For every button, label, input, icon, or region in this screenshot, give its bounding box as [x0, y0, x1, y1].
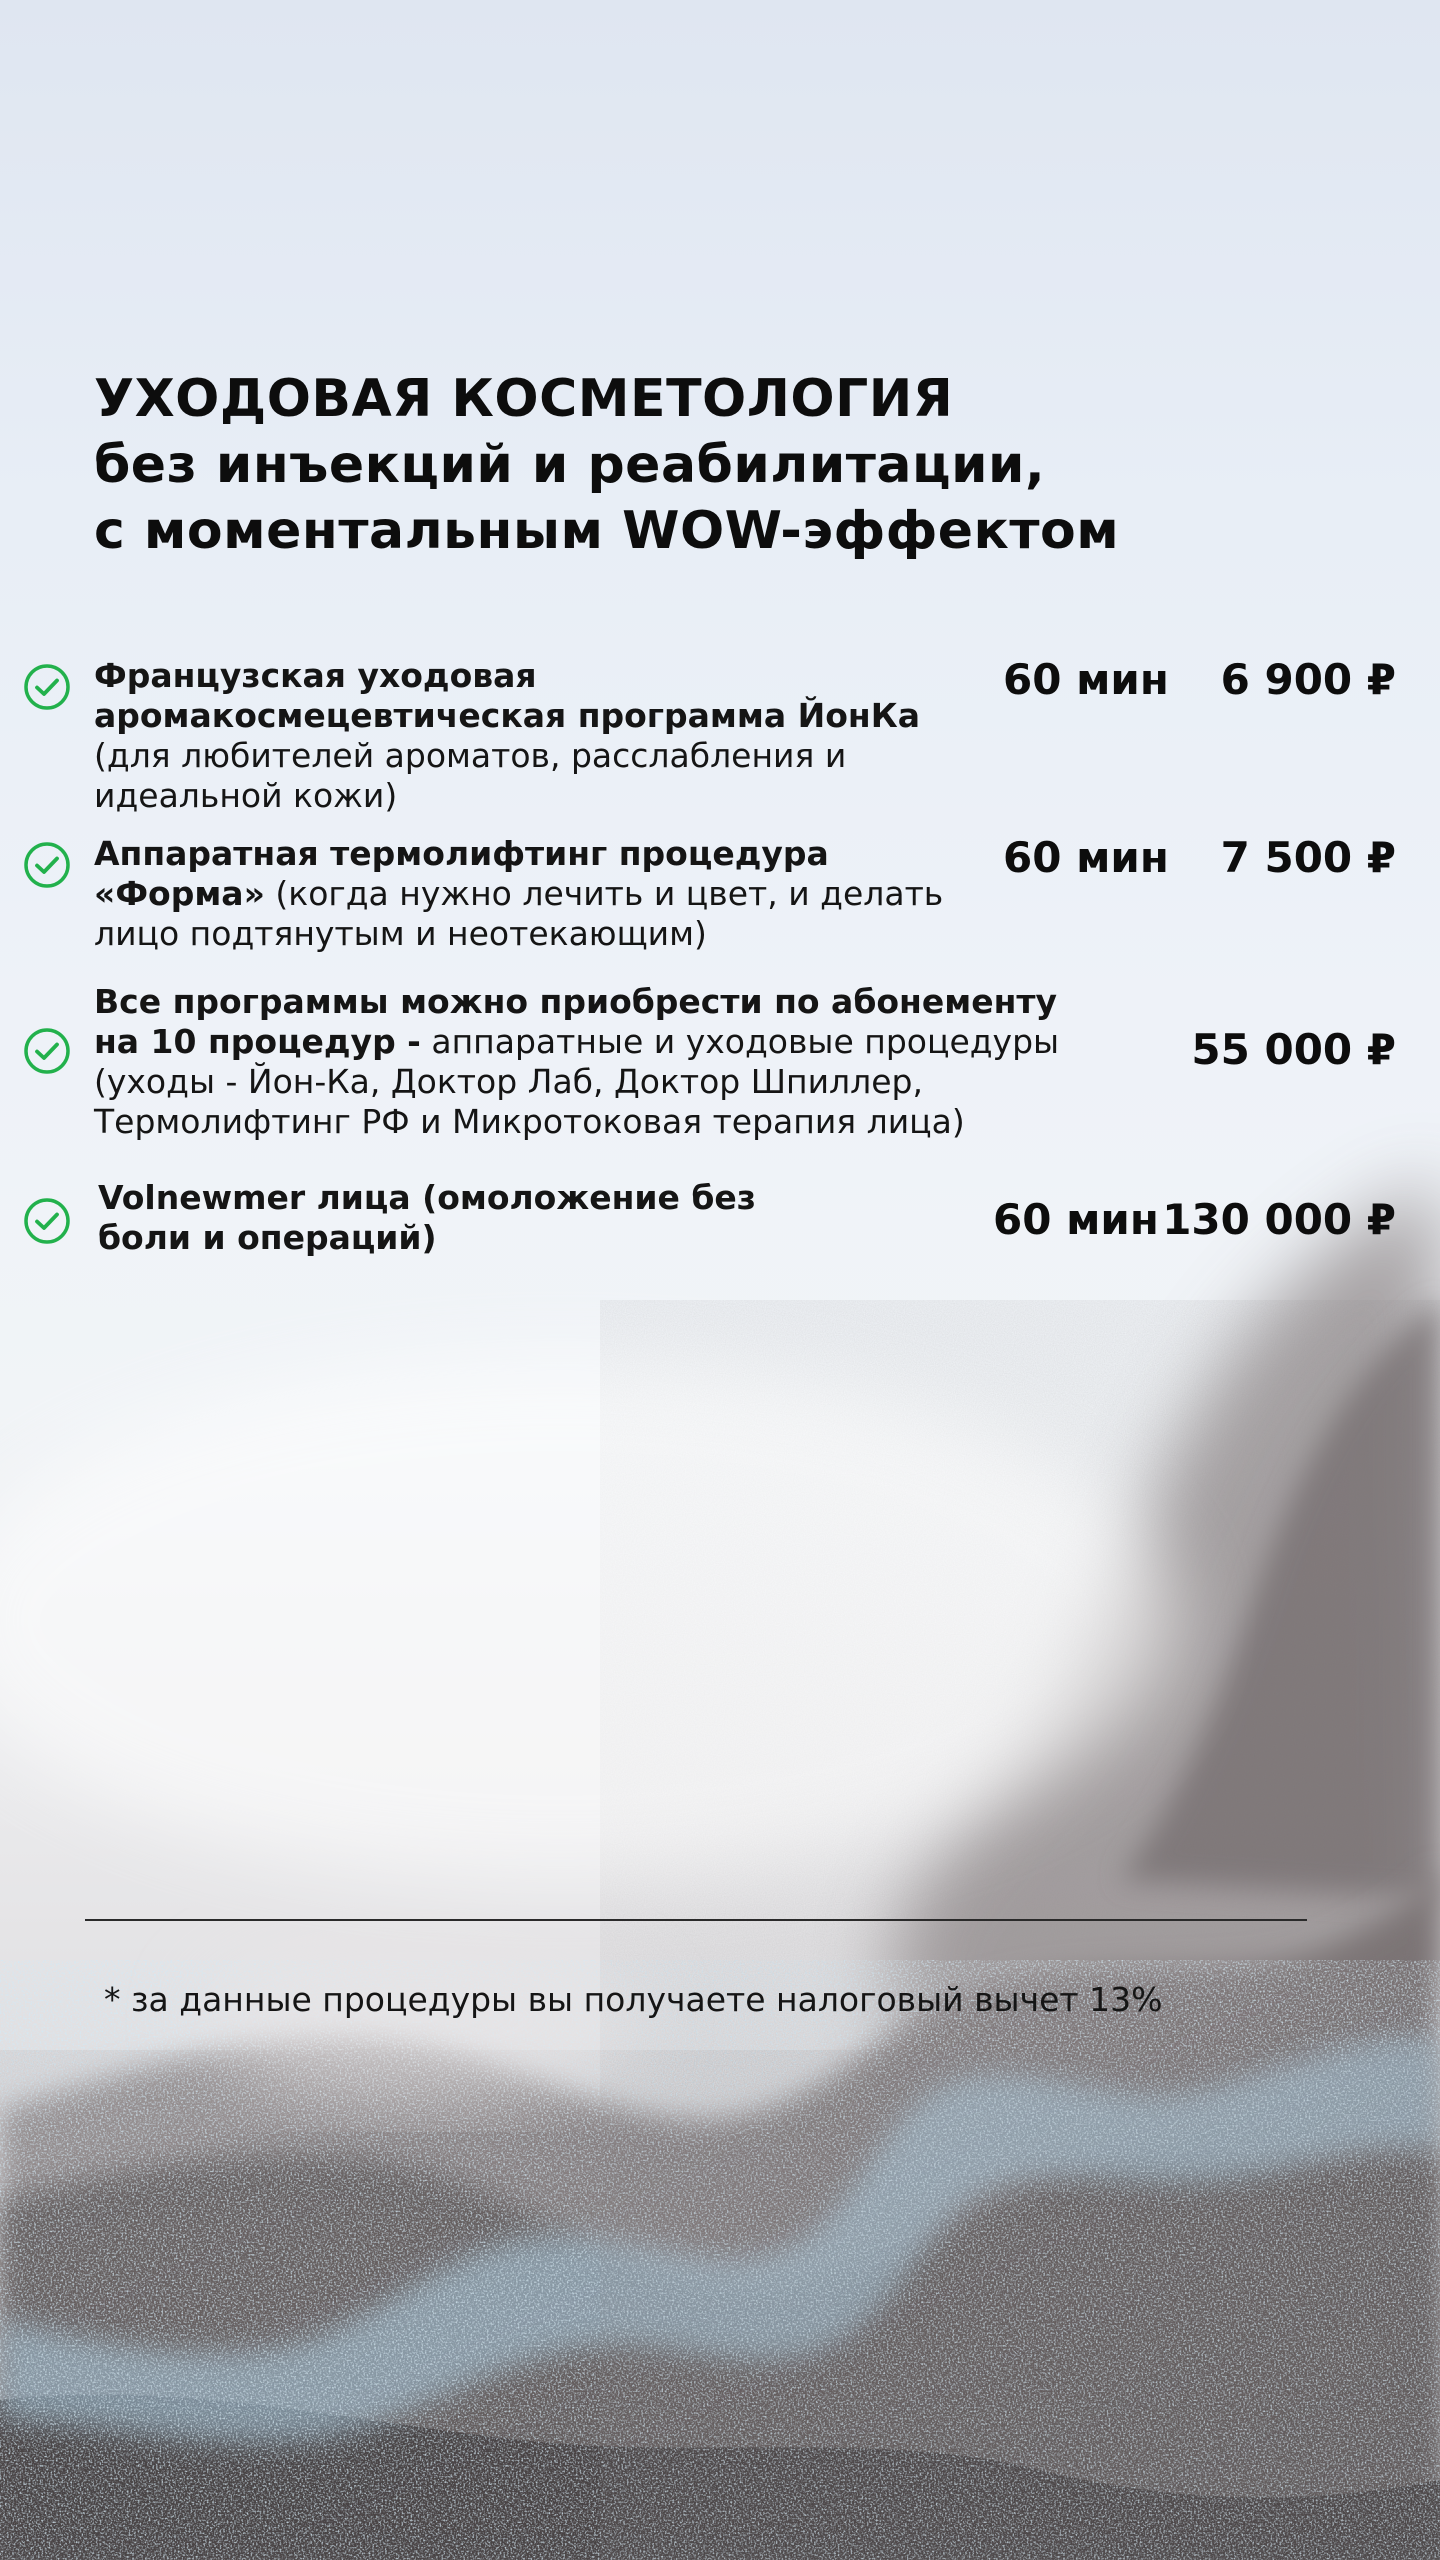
- title-line-2: без инъекций и реабилитации,: [94, 435, 1046, 495]
- service-duration: 60 мин: [993, 1195, 1159, 1244]
- service-price: 55 000 ₽: [1191, 1025, 1396, 1074]
- check-circle-icon: [22, 1026, 72, 1076]
- check-circle-icon: [22, 662, 72, 712]
- service-title: Аппаратная термолифтинг процедура «Форма»: [94, 834, 829, 913]
- service-note: (когда нужно лечить и цвет, и делать лицо подтянутым и неотекающим): [94, 874, 944, 953]
- tax-deduction-note: * за данные процедуры вы получаете налоговый вычет 13%: [104, 1980, 1163, 2019]
- divider-line: [85, 1919, 1307, 1921]
- service-description: [94, 834, 974, 954]
- service-title: Все программы можно приобрести по абонементу на 10 процедур -: [94, 982, 1058, 1061]
- service-description: [94, 982, 1094, 1142]
- page-title: [94, 366, 1294, 564]
- service-description: [98, 1178, 858, 1258]
- title-line-3: с моментальным WOW-эффектом: [94, 501, 1120, 561]
- service-title: Volnewmer лица (омоложение без боли и операций): [98, 1178, 756, 1257]
- service-note: аппаратные и уходовые процедуры (уходы - Йон-Ка, Доктор Лаб, Доктор Шпиллер, Термолифтинг РФ и Микротоковая терапия лица): [94, 1022, 1060, 1141]
- service-note: (для любителей ароматов, расслабления и идеальной кожи): [94, 736, 847, 815]
- title-line-1: УХОДОВАЯ КОСМЕТОЛОГИЯ: [94, 369, 954, 429]
- service-price: 6 900 ₽: [1220, 655, 1396, 704]
- service-title: Французская уходовая аромакосмецевтическая программа ЙонКа: [94, 656, 920, 735]
- service-duration: 60 мин: [1003, 833, 1169, 882]
- service-price: 7 500 ₽: [1220, 833, 1396, 882]
- check-circle-icon: [22, 840, 72, 890]
- service-duration: 60 мин: [1003, 655, 1169, 704]
- service-description: [94, 656, 974, 816]
- service-price: 130 000 ₽: [1162, 1195, 1396, 1244]
- check-circle-icon: [22, 1196, 72, 1246]
